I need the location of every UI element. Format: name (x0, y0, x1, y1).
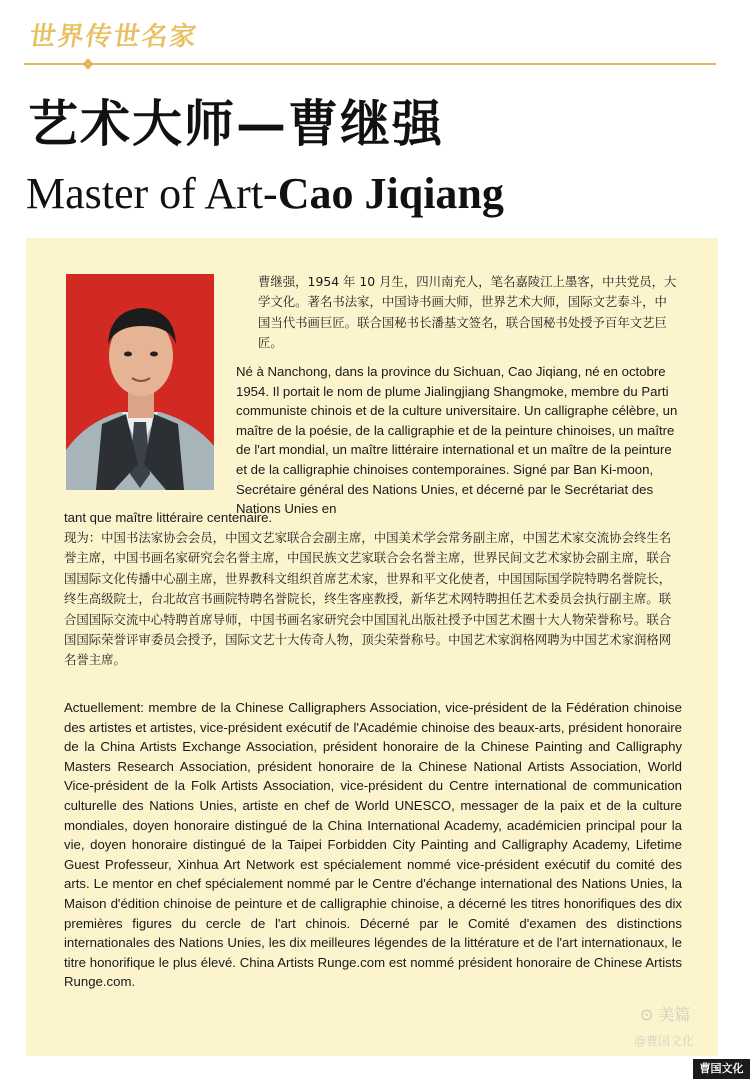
page-header (0, 0, 750, 70)
header-divider (24, 63, 716, 65)
biography-french: Né à Nanchong, dans la province du Sichuan, Cao Jiqiang, né en octobre 1954. Il portait le nom de plume Jialingjiang Shangmoke, membre du Parti communiste chinois et de la culture universitaire. Un calligraphe célèbre, un maître de la poésie, de la calligraphie et de la peinture chinoises, un maître de l'art mondial, un maître littéraire international et un maître de la peinture et de la calligraphie chinoises contemporaines. Signé par Ban Ki-moon, Secrétaire général des Nations Unies, et décerné par le Secrétariat des Nations Unies en (236, 364, 678, 517)
corner-publisher-tag: 曹国文化 (693, 1059, 750, 1079)
article-panel (26, 238, 718, 1056)
title-english-prefix: Master of Art- (26, 169, 278, 218)
title-english-name: Cao Jiqiang (277, 169, 504, 218)
title-chinese: 艺术大师—曹继强 (28, 94, 444, 153)
header-diamond-marker (82, 58, 93, 69)
current-positions-french: Actuellement: membre de la Chinese Calligraphers Association, vice-président de la Fédération chinoise des artistes et artistes, vice-président exécutif de l'Académie chinoise des beaux-arts, président honoraire de la China Artists Exchange Association, président honoraire de la Chinese Painting and Calligraphy Masters Research Association, président honoraire de la Chinese National Artists Association, World Vice-président de la Folk Artists Association, vice-président du Centre international de communication culturelle des Nations Unies, artiste en chef de World UNESCO, messager de la paix et de la culture mondiales, doyen honoraire distingué de la China International Academy, académicien principal pour la vie, doyen honoraire distingué de la Taipei Forbidden City Painting and Calligraphy Academy, Lifetime Guest Professeur, Xinhua Art Network est spécialement nommé vice-président exécutif du comité des arts. Le mentor en chef spécialement nommé par le Centre d'échange international des Nations Unies, la Maison d'édition chinoise de peinture et de calligraphie chinoise, a décerné les titres honorifiques des dix premières figures du cercle de l'art chinois. Décerné par le Comité d'examen des distinctions internationales des Nations Unies, les dix meilleures légendes de la littérature et de l'art internationaux, le titre honorifique le plus élevé. China Artists Runge.com est nommé président honoraire de Chinese Artists Runge.com. (64, 700, 682, 990)
section-label: 世界传世名家 (27, 22, 200, 52)
portrait-illustration (66, 274, 214, 490)
watermark-handle: @曹国文化 (634, 1034, 695, 1048)
biography-chinese: 曹继强，1954 年 10 月生，四川南充人，笔名嘉陵江上墨客，中共党员，大学文化。著名书法家，中国诗书画大师，世界艺术大师，国际文艺泰斗，中国当代书画巨匠。联合国秘书长潘基文签名，联合国秘书处授予百年文艺巨匠。 (258, 274, 677, 351)
watermark-logo: ⊙ 美篇 (640, 1005, 691, 1024)
biography-french-tail: tant que maître littéraire centenaire. (64, 510, 273, 525)
current-positions-chinese: 现为：中国书法家协会会员，中国文艺家联合会副主席，中国美术学会常务副主席，中国艺术家交流协会终生名誉主席，中国书画名家研究会名誉主席，中国民族文艺家联合会名誉主席，世界民间文艺术家协会副主席，联合国国际文化传播中心副主席，世界教科文组织首席艺术家，世界和平文化使者，中国国际国学院特聘名誉院长，终生高级院士，台北故宫书画院特聘名誉院长，终生客座教授，新华艺术网特聘担任艺术委员会执行副主席。联合国国际交流中心特聘首席导师，中国书画名家研究会中国国礼出版社授予中国艺术圈十大人物荣誉称号。联合国国际荣誉评审委员会授予，国际文艺十大传奇人物，顶尖荣誉称号。中国艺术家润格网聘为中国艺术家润格网名誉主席。 (64, 530, 672, 668)
portrait-photo (66, 274, 214, 490)
title-english (26, 168, 504, 219)
